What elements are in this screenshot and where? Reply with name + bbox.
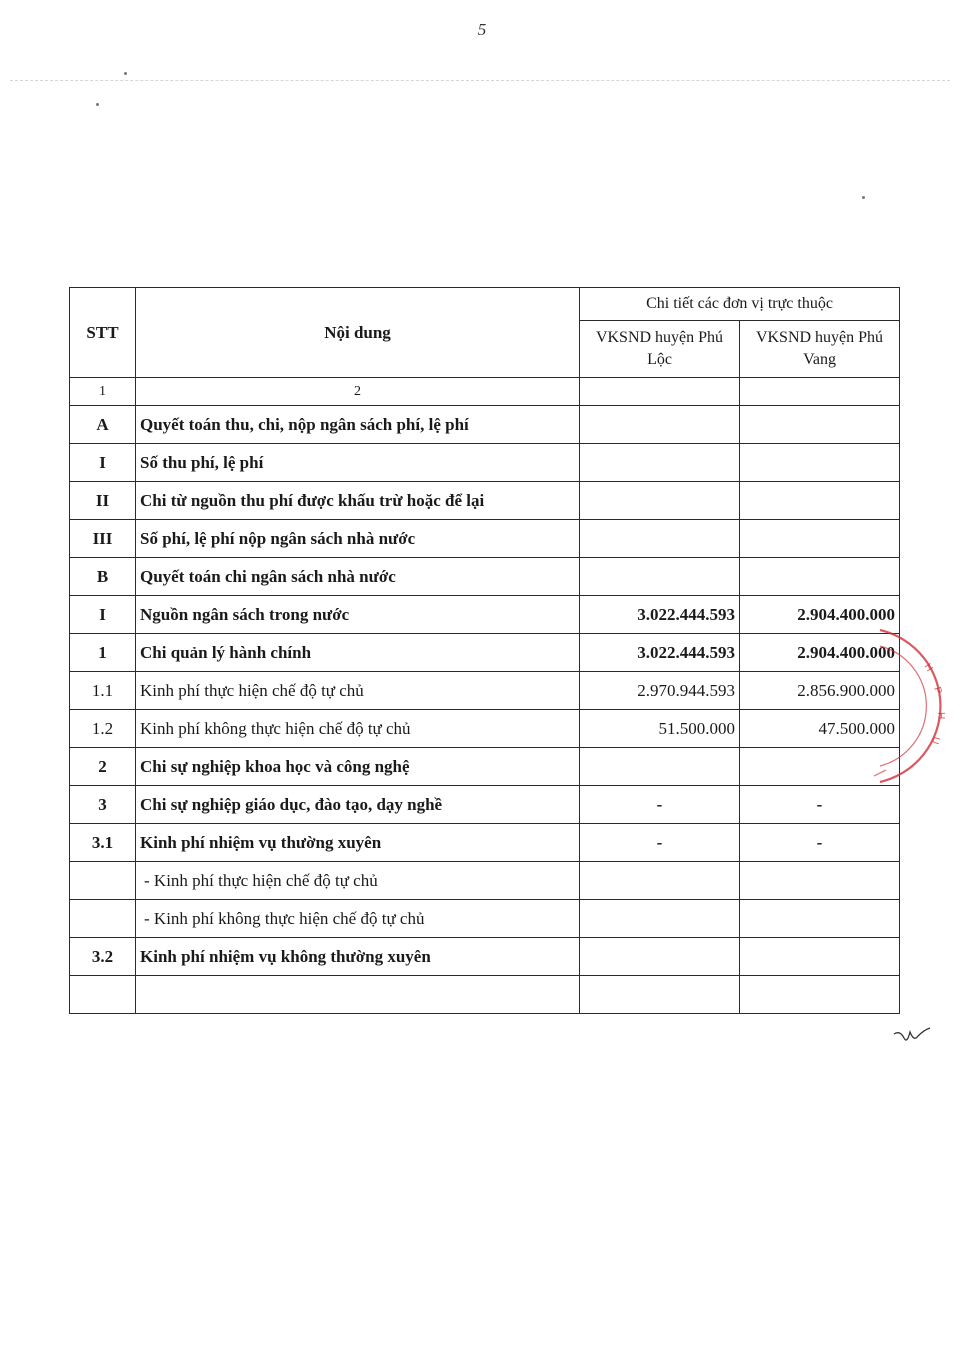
- row-stt: [70, 862, 136, 900]
- table-row: [70, 444, 900, 482]
- row-stt: II: [70, 482, 136, 520]
- row-value-phu-vang: 2.904.400.000: [740, 596, 900, 634]
- row-stt: 3.1: [70, 824, 136, 862]
- table-row: [70, 786, 900, 824]
- row-value-phu-vang: [740, 748, 900, 786]
- row-label: Số phí, lệ phí nộp ngân sách nhà nước: [136, 520, 580, 558]
- row-value-phu-vang: [740, 900, 900, 938]
- table-row: [70, 482, 900, 520]
- row-value-phu-loc: [580, 482, 740, 520]
- row-stt: 2: [70, 748, 136, 786]
- svg-text:H: H: [935, 712, 946, 720]
- svg-text:U: U: [928, 735, 942, 746]
- row-label: Quyết toán chi ngân sách nhà nước: [136, 558, 580, 596]
- table-row: [70, 406, 900, 444]
- row-value-phu-vang: -: [740, 824, 900, 862]
- header-content: Nội dung: [136, 288, 580, 378]
- budget-report-table: [69, 287, 900, 1014]
- row-label: Chi từ nguồn thu phí được khấu trừ hoặc để lại: [136, 482, 580, 520]
- table-row: [70, 558, 900, 596]
- row-label: Chi sự nghiệp giáo dục, đào tạo, dạy nghề: [136, 786, 580, 824]
- row-label: Quyết toán thu, chi, nộp ngân sách phí, lệ phí: [136, 406, 580, 444]
- row-value-phu-vang: [740, 520, 900, 558]
- row-value-phu-vang: [740, 862, 900, 900]
- table-row: [70, 672, 900, 710]
- svg-text:H: H: [921, 661, 935, 674]
- row-value-phu-vang: 2.904.400.000: [740, 634, 900, 672]
- row-value-phu-loc: -: [580, 786, 740, 824]
- row-label: Nguồn ngân sách trong nước: [136, 596, 580, 634]
- table-row: [70, 710, 900, 748]
- table-row: [70, 824, 900, 862]
- row-label: Chi sự nghiệp khoa học và công nghệ: [136, 748, 580, 786]
- scan-speck: [96, 103, 99, 106]
- header-index-1: 1: [70, 378, 136, 406]
- row-label: Chi quản lý hành chính: [136, 634, 580, 672]
- row-label: [136, 976, 580, 1014]
- table-row: [70, 900, 900, 938]
- row-value-phu-vang: -: [740, 786, 900, 824]
- row-stt: 1.2: [70, 710, 136, 748]
- scan-artifact-line: [10, 80, 950, 81]
- table-row: [70, 748, 900, 786]
- table-body: [70, 406, 900, 1014]
- row-label: - Kinh phí thực hiện chế độ tự chủ: [136, 862, 580, 900]
- row-value-phu-loc: [580, 406, 740, 444]
- row-value-phu-loc: [580, 938, 740, 976]
- header-index-empty: [580, 378, 740, 406]
- row-stt: [70, 976, 136, 1014]
- row-value-phu-vang: [740, 406, 900, 444]
- row-value-phu-loc: [580, 558, 740, 596]
- table-row: [70, 634, 900, 672]
- row-label: Kinh phí thực hiện chế độ tự chủ: [136, 672, 580, 710]
- row-stt: I: [70, 444, 136, 482]
- row-value-phu-loc: 51.500.000: [580, 710, 740, 748]
- row-stt: I: [70, 596, 136, 634]
- row-value-phu-vang: 2.856.900.000: [740, 672, 900, 710]
- row-value-phu-vang: [740, 976, 900, 1014]
- header-unit-phu-loc: VKSND huyện Phú Lộc: [580, 321, 740, 378]
- row-value-phu-loc: [580, 900, 740, 938]
- row-value-phu-vang: [740, 444, 900, 482]
- scan-speck: [862, 196, 865, 199]
- table-row: [70, 976, 900, 1014]
- table-row: [70, 938, 900, 976]
- svg-text:P: P: [931, 685, 944, 696]
- header-unit-phu-vang: VKSND huyện Phú Vang: [740, 321, 900, 378]
- row-stt: [70, 900, 136, 938]
- row-label: Số thu phí, lệ phí: [136, 444, 580, 482]
- row-stt: B: [70, 558, 136, 596]
- row-stt: 3.2: [70, 938, 136, 976]
- row-value-phu-loc: [580, 748, 740, 786]
- row-value-phu-loc: 3.022.444.593: [580, 634, 740, 672]
- row-label: - Kinh phí không thực hiện chế độ tự chủ: [136, 900, 580, 938]
- table-row: [70, 862, 900, 900]
- row-stt: 3: [70, 786, 136, 824]
- row-stt: 1: [70, 634, 136, 672]
- row-stt: 1.1: [70, 672, 136, 710]
- row-value-phu-vang: [740, 558, 900, 596]
- table-row: [70, 596, 900, 634]
- page-number: 5: [477, 20, 487, 39]
- row-label: Kinh phí không thực hiện chế độ tự chủ: [136, 710, 580, 748]
- row-value-phu-loc: [580, 444, 740, 482]
- row-value-phu-vang: 47.500.000: [740, 710, 900, 748]
- row-value-phu-loc: [580, 862, 740, 900]
- row-label: Kinh phí nhiệm vụ thường xuyên: [136, 824, 580, 862]
- header-stt: STT: [70, 288, 136, 378]
- header-index-2: 2: [136, 378, 580, 406]
- header-unit-group: Chi tiết các đơn vị trực thuộc: [580, 288, 900, 321]
- row-value-phu-loc: [580, 520, 740, 558]
- row-value-phu-vang: [740, 938, 900, 976]
- scan-speck: [124, 72, 127, 75]
- row-value-phu-vang: [740, 482, 900, 520]
- row-value-phu-loc: 2.970.944.593: [580, 672, 740, 710]
- header-index-empty: [740, 378, 900, 406]
- row-value-phu-loc: [580, 976, 740, 1014]
- row-label: Kinh phí nhiệm vụ không thường xuyên: [136, 938, 580, 976]
- table-row: [70, 520, 900, 558]
- initials-signature: [892, 1024, 932, 1048]
- row-value-phu-loc: 3.022.444.593: [580, 596, 740, 634]
- row-value-phu-loc: -: [580, 824, 740, 862]
- row-stt: A: [70, 406, 136, 444]
- row-stt: III: [70, 520, 136, 558]
